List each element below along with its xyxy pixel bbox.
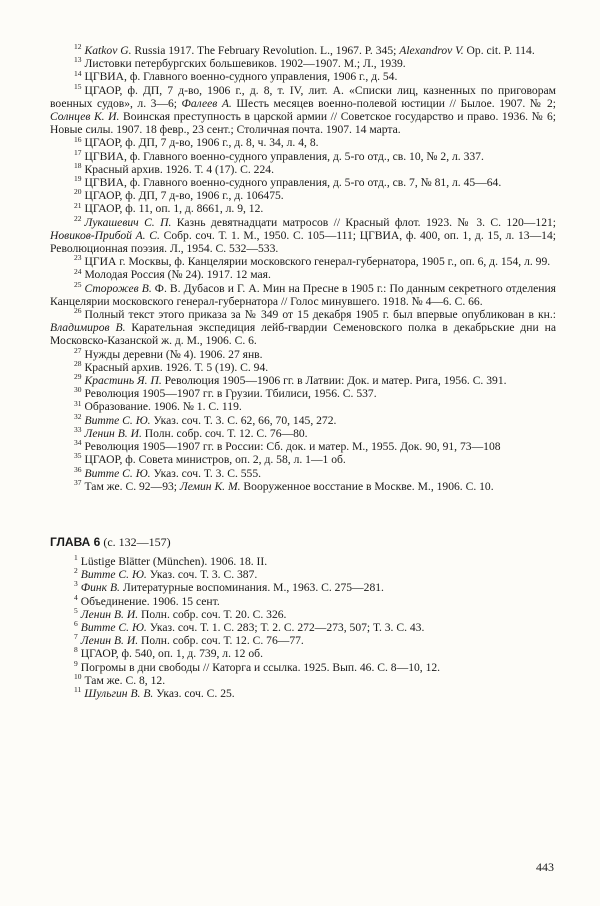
footnote (50, 592, 556, 608)
footnote (50, 81, 557, 137)
footnote-text: Литературные воспоминания. М., 1963. С. 275—281. (119, 581, 384, 595)
footnote-number: 27 (74, 345, 82, 355)
footnote (50, 44, 556, 57)
notes-section-chapter-6 (50, 555, 556, 700)
footnote-number: 1 (74, 553, 78, 563)
footnote-number: 14 (74, 68, 82, 78)
footnote-number: 37 (74, 477, 82, 487)
footnote-text: Указ. соч. Т. 3. С. 387. (146, 568, 258, 582)
footnote (50, 57, 556, 70)
footnote-number: 9 (74, 658, 78, 668)
footnote-text: Полн. собр. соч. Т. 12. С. 76—80. (141, 426, 308, 440)
footnote-text: Полн. собр. соч. Т. 20. С. 326. (138, 607, 287, 621)
footnote-author: Новиков-Прибой А. С. (50, 228, 160, 242)
footnote-number: 19 (74, 174, 82, 184)
footnote-text: Красный архив. 1926. Т. 5 (19). С. 94. (84, 360, 269, 374)
footnote (50, 279, 557, 308)
footnote-text: Полн. собр. соч. Т. 12. С. 76—77. (138, 634, 304, 648)
footnote-author: Витте С. Ю. (80, 620, 147, 634)
footnote-number: 23 (74, 253, 82, 263)
footnote-number: 2 (74, 566, 78, 576)
footnote (50, 411, 556, 427)
footnote-author: Alexandrov V. (399, 44, 464, 57)
footnote-number: 3 (74, 579, 78, 589)
footnote-text: Нужды деревни (№ 4). 1906. 27 янв. (84, 347, 263, 361)
footnote-author: Ленин В. И. (80, 607, 139, 621)
footnote-number: 7 (74, 632, 78, 642)
footnote (50, 147, 556, 163)
footnote (50, 400, 556, 413)
footnote-number: 21 (74, 200, 82, 210)
footnote-author: Витте С. Ю. (84, 466, 151, 480)
footnote-text: Погромы в дни свободы // Каторга и ссылка. 1925. Вып. 46. С. 8—10, 12. (80, 660, 441, 674)
footnote (50, 555, 556, 568)
footnote-text: ЦГВИА, ф. Главного военно-судного управления, д. 5-го отд., св. 7, № 81, л. 45—64. (84, 176, 502, 190)
footnote-author: Солнцев К. И. (50, 110, 120, 124)
footnote (50, 202, 556, 215)
footnote (50, 581, 556, 594)
footnote-text: ЦГАОР, ф. 540, оп. 1, д. 739, л. 12 об. (80, 647, 263, 661)
footnote-text: Ф. В. Дубасов и Г. А. Мин на Пресне в 1905 г.: По данным секретного отделения Канцелярии московского генерал-губернатора // Голос минувшего. 1918. № 4—6. С. 66. (50, 281, 557, 308)
footnote-text: Шесть месяцев военно-полевой юстиции // Былое. 1907. № 2; (231, 96, 557, 110)
footnote-author: Ленин В. И. (84, 426, 142, 440)
footnote (50, 136, 556, 149)
footnote-number: 16 (74, 134, 82, 144)
footnote-text: ЦГВИА, ф. Главного военно-судного управления, д. 5-го отд., св. 10, № 2, л. 337. (84, 149, 484, 163)
notes-section-chapter-5 (50, 44, 556, 493)
footnote-author: Сторожев В. (84, 281, 152, 295)
footnote-text: Революция 1905—1906 гг. в Латвии: Док. и матер. Рига, 1956. С. 391. (161, 374, 507, 388)
footnote (50, 308, 556, 348)
footnote-text: Указ. соч. Т. 3. С. 555. (150, 466, 262, 480)
footnote-text: Красный архив. 1926. Т. 4 (17). С. 224. (84, 162, 274, 176)
footnote-number: 6 (74, 619, 78, 629)
footnote-author: Фалеев А. (181, 96, 232, 110)
footnote-number: 35 (74, 451, 82, 461)
footnote-text: Революция 1905—1907 гг. в России: Сб. док. и матер. М., 1955. Док. 90, 91, 73—108 (84, 440, 501, 454)
footnote-number: 32 (74, 411, 82, 421)
footnote-text: ЦГАОР, ф. ДП, 7 д-во, 1906 г., д. 106475. (84, 189, 284, 203)
footnote-text: ЦГИА г. Москвы, ф. Канцелярии московского генерал-губернатора, 1905 г., оп. 6, д. 154, л. 99. (84, 255, 551, 269)
footnote-text: Вооруженное восстание в Москве. М., 1906. С. 10. (240, 479, 494, 493)
footnote (50, 647, 556, 660)
footnote-number: 8 (74, 645, 78, 655)
footnote-number: 10 (74, 671, 82, 681)
footnote-author: Витте С. Ю. (84, 413, 151, 427)
footnote-number: 29 (74, 372, 82, 382)
footnote (50, 671, 556, 687)
footnote-number: 20 (74, 187, 82, 197)
footnote (50, 453, 556, 466)
footnote (50, 387, 556, 400)
footnote-author: Лемин К. М. (179, 479, 241, 493)
footnote-number: 15 (74, 81, 82, 91)
footnote-number: 13 (74, 55, 82, 65)
footnote-author: Шульгин В. В. (84, 686, 154, 700)
footnote (50, 477, 556, 493)
footnote (50, 687, 556, 700)
footnote-number: 34 (74, 438, 82, 448)
chapter-label: ГЛАВА 6 (50, 534, 101, 549)
footnote (50, 658, 556, 674)
footnote (50, 374, 556, 387)
footnote (50, 160, 556, 176)
footnote-number: 12 (74, 42, 82, 52)
footnote (50, 255, 556, 268)
footnote-text: Указ. соч. Т. 3. С. 62, 66, 70, 145, 272. (150, 413, 337, 427)
footnote-author: Крастинь Я. П. (84, 374, 162, 388)
footnote (50, 361, 556, 374)
footnote-text: ЦГАОР, ф. ДП, 7 д-во, 1906 г., д. 8, ч. 34, л. 4, 8. (84, 136, 319, 150)
page-number: 443 (536, 860, 554, 874)
footnote-number: 17 (74, 147, 82, 157)
footnote-text: Революция 1905—1907 гг. в Грузии. Тбилиси, 1956. С. 537. (84, 387, 377, 401)
footnote-author: Владимиров В. (50, 321, 126, 335)
chapter-page-range: (с. 132—157) (103, 534, 171, 549)
footnote-text: Russia 1917. The February Revolution. L., 1967. P. 345; (131, 44, 400, 57)
footnote-number: 24 (74, 266, 82, 276)
footnote-number: 11 (74, 685, 82, 695)
footnote (50, 427, 556, 440)
footnote-text: Op. cit. P. 114. (463, 44, 535, 57)
footnote-text: Образование. 1906. № 1. С. 119. (84, 400, 242, 414)
footnote (50, 634, 556, 647)
footnote (50, 464, 556, 480)
footnote (50, 268, 556, 281)
footnote-author: Лукашевич С. П. (84, 215, 172, 229)
footnote-text: Листовки петербургских большевиков. 1902—1907. М.; Л., 1939. (84, 57, 406, 71)
footnote (50, 213, 557, 256)
footnote-text: Воинская преступность в царской армии // Советское государство и право. 1936. № 6; Новые силы. 1907. 18 февр., 23 сент.; Столичная почта. 1907. 14 марта. (50, 110, 556, 137)
footnote-author: Витте С. Ю. (80, 568, 147, 582)
footnote-number: 26 (74, 306, 82, 316)
footnote-author: Финк В. (80, 581, 120, 595)
footnote (50, 621, 556, 634)
footnote (50, 176, 556, 189)
footnote (50, 440, 556, 453)
footnote-number: 28 (74, 359, 82, 369)
chapter-heading (50, 535, 556, 549)
footnote (50, 189, 556, 202)
footnote-text: Карательная экспедиция лейб-гвардии Семеновского полка в декабрьские дни на Московско-Казанской ж. д. М., 1906. С. 6. (50, 321, 556, 348)
footnote-text: Объединение. 1906. 15 сент. (80, 594, 220, 608)
footnote (50, 605, 556, 621)
footnote-number: 30 (74, 385, 82, 395)
footnote-number: 36 (74, 464, 82, 474)
footnote-text: ЦГАОР, ф. ДП, 7 д-во, 1906 г., д. 8, т. IV, лит. А. «Списки лиц, казненных по приговорам военных судов», л. 3—6; (50, 83, 556, 110)
footnote-text: Там же. С. 8, 12. (84, 673, 166, 687)
footnote-text: Молодая Россия (№ 24). 1917. 12 мая. (84, 268, 271, 282)
footnote-text: Казнь девятнадцати матросов // Красный флот. 1923. № 3. С. 120—121; (171, 215, 557, 229)
footnote-number: 5 (74, 605, 78, 615)
footnote-number: 25 (74, 279, 82, 289)
footnote-number: 18 (74, 160, 82, 170)
footnote-text: ЦГАОР, ф. 11, оп. 1, д. 8661, л. 9, 12. (84, 202, 264, 216)
footnote (50, 70, 556, 83)
footnote-text: ЦГАОР, ф. Совета министров, оп. 2, д. 58, л. 1—1 об. (84, 453, 346, 467)
footnote-author: Katkov G. (84, 44, 132, 57)
footnote-text: Полный текст этого приказа за № 349 от 15 декабря 1905 г. был впервые опубликован в кн.: (84, 308, 556, 322)
section-gap (50, 493, 556, 535)
footnote (50, 568, 556, 581)
footnote-text: Lüstige Blätter (München). 1906. 18. II. (80, 554, 268, 568)
footnote-number: 22 (74, 213, 82, 223)
footnote-text: Указ. соч. С. 25. (153, 686, 235, 700)
footnote-author: Ленин В. И. (80, 634, 139, 648)
footnote-text: Указ. соч. Т. 1. С. 283; Т. 2. С. 272—273, 507; Т. 3. С. 43. (146, 620, 425, 634)
footnote-number: 31 (74, 398, 82, 408)
footnote-number: 4 (74, 592, 78, 602)
footnote-number: 33 (74, 425, 82, 435)
footnote (50, 345, 556, 361)
footnote-text: Собр. соч. Т. 1. М., 1950. С. 105—111; ЦГВИА, ф. 400, оп. 1, д. 15, л. 13—14; Революционная поэзия. Л., 1954. С. 532—533. (50, 228, 556, 256)
footnote-text: Там же. С. 92—93; (84, 479, 180, 493)
footnote-text: ЦГВИА, ф. Главного военно-судного управления, 1906 г., д. 54. (84, 70, 398, 84)
